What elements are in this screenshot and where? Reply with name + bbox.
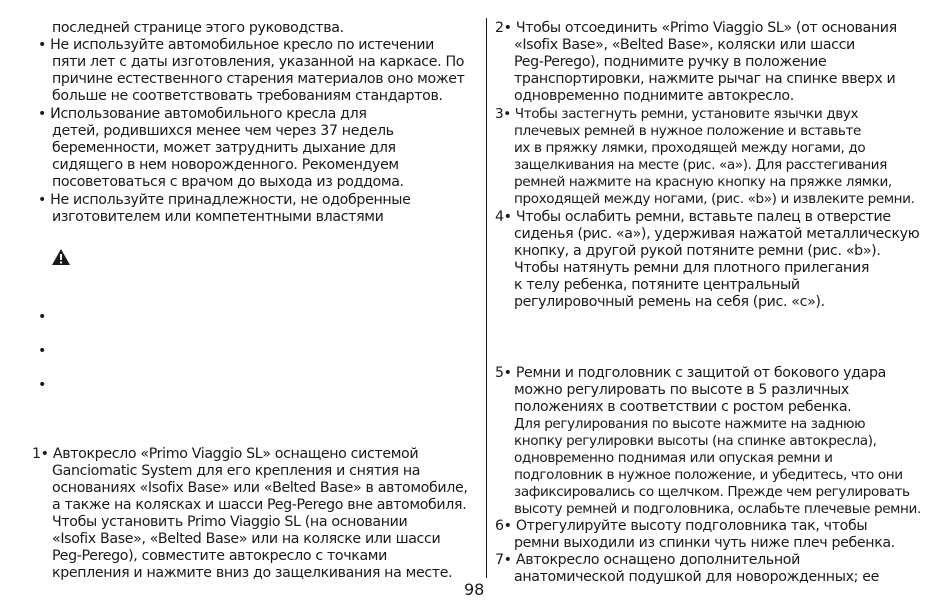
bullet-line: • Использование автомобильного кресла для xyxy=(38,106,367,122)
numbered-item-6: 6• Отрегулируйте высоту подголовника так, чтобы xyxy=(495,518,868,534)
text-line: сиденья (рис. «a»), удерживая нажатой металлическую xyxy=(514,226,920,242)
text-line: защелкивания на месте (рис. «a»). Для расстегивания xyxy=(514,157,887,173)
text-line: основаниях «Isofix Base» или «Belted Base» в автомобиле, xyxy=(52,480,468,496)
text-line: их в пряжку лямки, проходящей между ногами, до xyxy=(514,140,866,156)
text-line: Для регулирования по высоте нажмите на заднюю xyxy=(514,416,866,432)
text-line: беременности, может затруднить дыхание для xyxy=(52,140,396,156)
text-line: Ganciomatic System для его крепления и снятия на xyxy=(52,463,421,479)
text-line: сидящего в нем новорожденного. Рекомендуем xyxy=(52,157,399,173)
text-line: «Isofix Base», «Belted Base», коляски или шасси xyxy=(514,37,855,53)
text-line: транспортировки, нажмите рычаг на спинке вверх и xyxy=(514,71,896,87)
text-line: проходящей между ногами, (рис. «b») и извлеките ремни. xyxy=(514,191,915,207)
text-line: регулировочный ремень на себя (рис. «c»). xyxy=(514,294,825,310)
text-line: причине естественного старения материалов оно может xyxy=(52,71,465,87)
text-line: высоту ремней и подголовника, ослабьте плечевые ремни. xyxy=(514,501,921,517)
text-line: Peg-Perego), поднимите ручку в положение xyxy=(514,54,827,70)
text-line: одновременно поднимая или опуская ремни и xyxy=(514,450,833,466)
bullet-line: • Не используйте автомобильное кресло по истечении xyxy=(38,37,435,53)
text-line: Чтобы установить Primo Viaggio SL (на основании xyxy=(52,514,408,530)
text-line: подголовник в нужное положение, и убедитесь, что они xyxy=(514,467,903,483)
text-line: плечевых ремней в нужное положение и вставьте xyxy=(514,123,861,139)
text-line: одновременно поднимите автокресло. xyxy=(514,88,794,104)
text-line: зафиксировались со щелчком. Прежде чем регулировать xyxy=(514,484,910,500)
numbered-item-2: 2• Чтобы отсоединить «Primo Viaggio SL» (от основания xyxy=(495,20,897,36)
warning-triangle-icon xyxy=(51,248,71,266)
text-line: к телу ребенка, потяните центральный xyxy=(514,277,800,293)
text-line: можно регулировать по высоте в 5 различных xyxy=(514,382,849,398)
empty-bullet: • xyxy=(38,377,47,393)
numbered-item-4: 4• Чтобы ослабить ремни, вставьте палец в отверстие xyxy=(495,209,891,225)
text-line: Чтобы натянуть ремни для плотного прилегания xyxy=(514,260,870,276)
text-line: а также на колясках и шасси Peg-Perego вне автомобиля. xyxy=(52,497,467,513)
text-line: больше не соответствовать требованиям стандартов. xyxy=(52,88,443,104)
text-line: положениях в соответствии с ростом ребенка. xyxy=(514,399,852,415)
text-line: детей, родившихся менее чем через 37 недель xyxy=(52,123,394,139)
text-line: крепления и нажмите вниз до защелкивания на месте. xyxy=(52,565,453,581)
text-line: «Isofix Base», «Belted Base» или на коляске или шасси xyxy=(52,531,441,547)
text-line: Peg-Perego), совместите автокресло с точками xyxy=(52,548,388,564)
text-line: ремней нажмите на красную кнопку на пряжке лямки, xyxy=(514,174,892,190)
text-line: ремни выходили из спинки чуть ниже плеч ребенка. xyxy=(514,535,895,551)
text-line: изготовителем или компетентными властями xyxy=(52,209,384,225)
empty-bullet: • xyxy=(38,309,47,325)
text-line: последней странице этого руководства. xyxy=(52,20,344,36)
text-line: кнопку регулировки высоты (на спинке автокресла), xyxy=(514,433,877,449)
text-line: анатомической подушкой для новорожденных; ее xyxy=(514,569,879,585)
numbered-item-1: 1• Автокресло «Primo Viaggio SL» оснащено системой xyxy=(32,446,419,462)
bullet-line: • Не используйте принадлежности, не одобренные xyxy=(38,192,411,208)
text-line: посоветоваться с врачом до выхода из роддома. xyxy=(52,174,404,190)
numbered-item-3: 3• Чтобы застегнуть ремни, установите язычки двух xyxy=(495,106,859,122)
numbered-item-5: 5• Ремни и подголовник с защитой от бокового удара xyxy=(495,365,886,381)
text-line: пяти лет с даты изготовления, указанной на каркасе. По xyxy=(52,54,465,70)
page-number: 98 xyxy=(464,580,485,599)
numbered-item-7: 7• Автокресло оснащено дополнительной xyxy=(495,552,800,568)
text-line: кнопку, а другой рукой потяните ремни (рис. «b»). xyxy=(514,243,881,259)
column-divider xyxy=(486,18,487,578)
empty-bullet: • xyxy=(38,343,47,359)
